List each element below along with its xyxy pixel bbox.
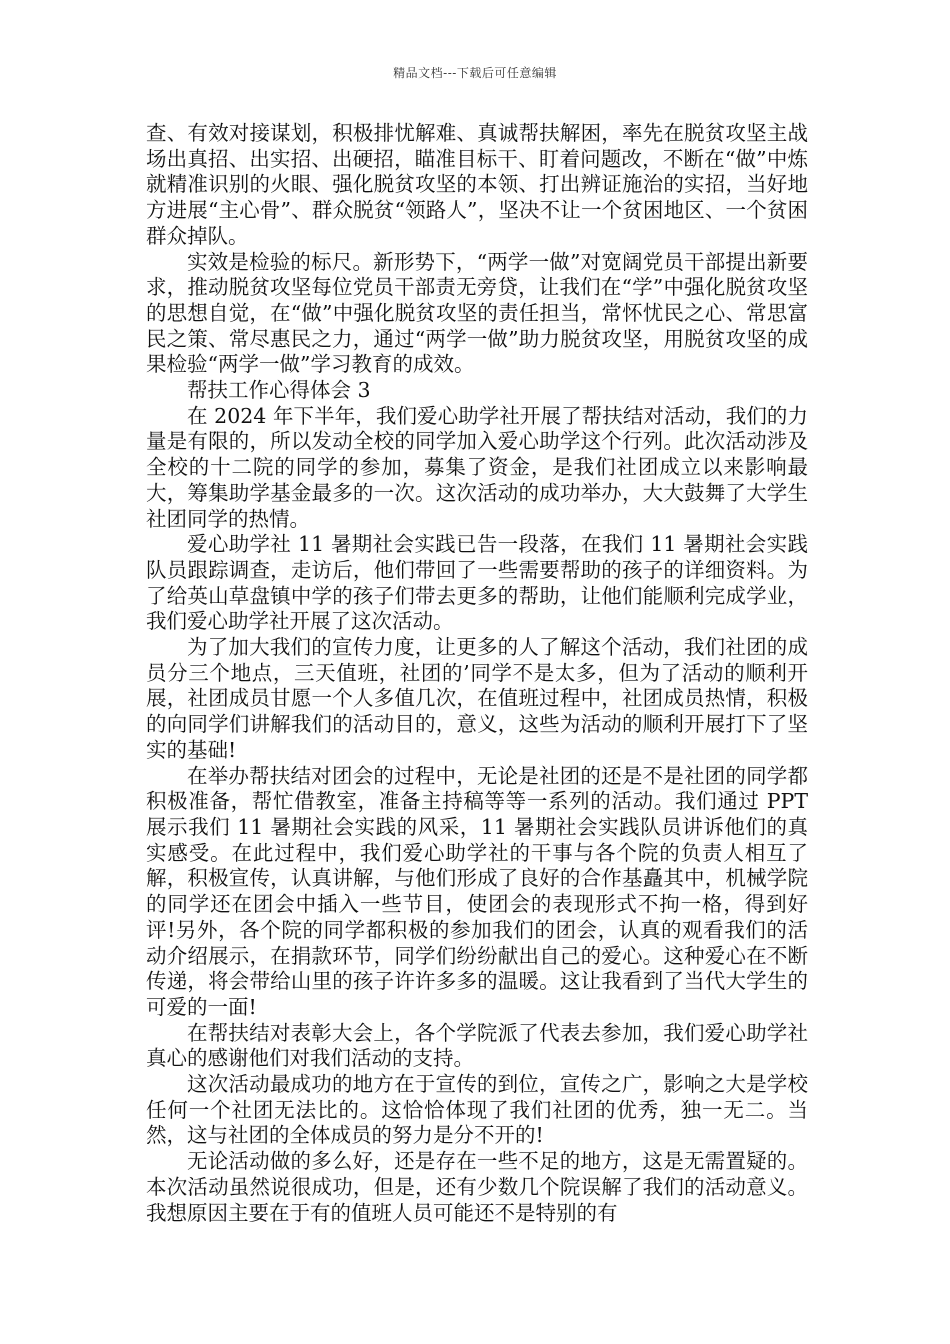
document-body bbox=[146, 121, 808, 1226]
paragraph: 在 2024 年下半年，我们爱心助学社开展了帮扶结对活动，我们的力量是有限的，所以发动全校的同学加入爱心助学这个行列。此次活动涉及全校的十二院的同学的参加，募集了资金，是我们社团成立以来影响最大，筹集助学基金最多的一次。这次活动的成功举办，大大鼓舞了大学生社团同学的热情。 bbox=[146, 403, 808, 531]
paragraph: 在帮扶结对表彰大会上，各个学院派了代表去参加，我们爱心助学社真心的感谢他们对我们活动的支持。 bbox=[146, 1020, 808, 1071]
paragraph: 为了加大我们的宣传力度，让更多的人了解这个活动，我们社团的成员分三个地点，三天值班，社团的’同学不是太多，但为了活动的顺利开展，社团成员甘愿一个人多值几次，在值班过程中，社团成员热情，积极的向同学们讲解我们的活动目的，意义，这些为活动的顺利开展打下了坚实的基础! bbox=[146, 635, 808, 762]
paragraph: 爱心助学社 11 暑期社会实践已告一段落，在我们 11 暑期社会实践队员跟踪调查，走访后，他们带回了一些需要帮助的孩子的详细资料。为了给英山草盘镇中学的孩子们带去更多的帮助，让他们能顺利完成学业，我们爱心助学社开展了这次活动。 bbox=[146, 532, 808, 634]
section-heading: 帮扶工作心得体会 3 bbox=[187, 378, 371, 403]
paragraph: 这次活动最成功的地方在于宣传的到位，宣传之广，影响之大是学校任何一个社团无法比的。这恰恰体现了我们社团的优秀，独一无二。当然，这与社团的全体成员的努力是分不开的! bbox=[146, 1072, 808, 1148]
paragraph-continuation: 查、有效对接谋划，积极排忧解难、真诚帮扶解困，率先在脱贫攻坚主战场出真招、出实招、出硬招，瞄准目标干、盯着问题改，不断在“做”中炼就精准识别的火眼、强化脱贫攻坚的本领、打出辨证施治的实招，当好地方进展“主心骨”、群众脱贫“领路人”，坚决不让一个贫困地区、一个贫困群众掉队。 bbox=[146, 121, 808, 248]
paragraph: 实效是检验的标尺。新形势下，“两学一做”对宽阔党员干部提出新要求，推动脱贫攻坚每位党员干部责无旁贷，让我们在“学”中强化脱贫攻坚的思想自觉，在“做”中强化脱贫攻坚的责任担当，常怀忧民之心、常思富民之策、常尽惠民之力，通过“两学一做”助力脱贫攻坚，用脱贫攻坚的成果检验“两学一做”学习教育的成效。 bbox=[146, 249, 808, 377]
page-header: 精品文档---下载后可任意编辑 bbox=[393, 66, 557, 80]
paragraph: 在举办帮扶结对团会的过程中，无论是社团的还是不是社团的同学都积极准备，帮忙借教室，准备主持稿等等一系列的活动。我们通过 PPT 展示我们 11 暑期社会实践的风采，11 暑期社会实践队员讲诉他们的真实感受。在此过程中，我们爱心助学社的干事与各个院的负责人相互了解，积极宣传，认真讲解，与他们形成了良好的合作基矗其中，机械学院的同学还在团会中插入一些节目，使团会的表现形式不拘一格，得到好评!另外，各个院的同学都积极的参加我们的团会，认真的观看我们的活动介绍展示，在捐款环节，同学们纷纷献出自己的爱心。这种爱心在不断传递，将会带给山里的孩子许许多多的温暖。这让我看到了当代大学生的可爱的一面! bbox=[146, 763, 808, 1019]
paragraph: 无论活动做的多么好，还是存在一些不足的地方，这是无需置疑的。本次活动虽然说很成功，但是，还有少数几个院误解了我们的活动意义。我想原因主要在于有的值班人员可能还不是特别的有 bbox=[146, 1149, 808, 1225]
